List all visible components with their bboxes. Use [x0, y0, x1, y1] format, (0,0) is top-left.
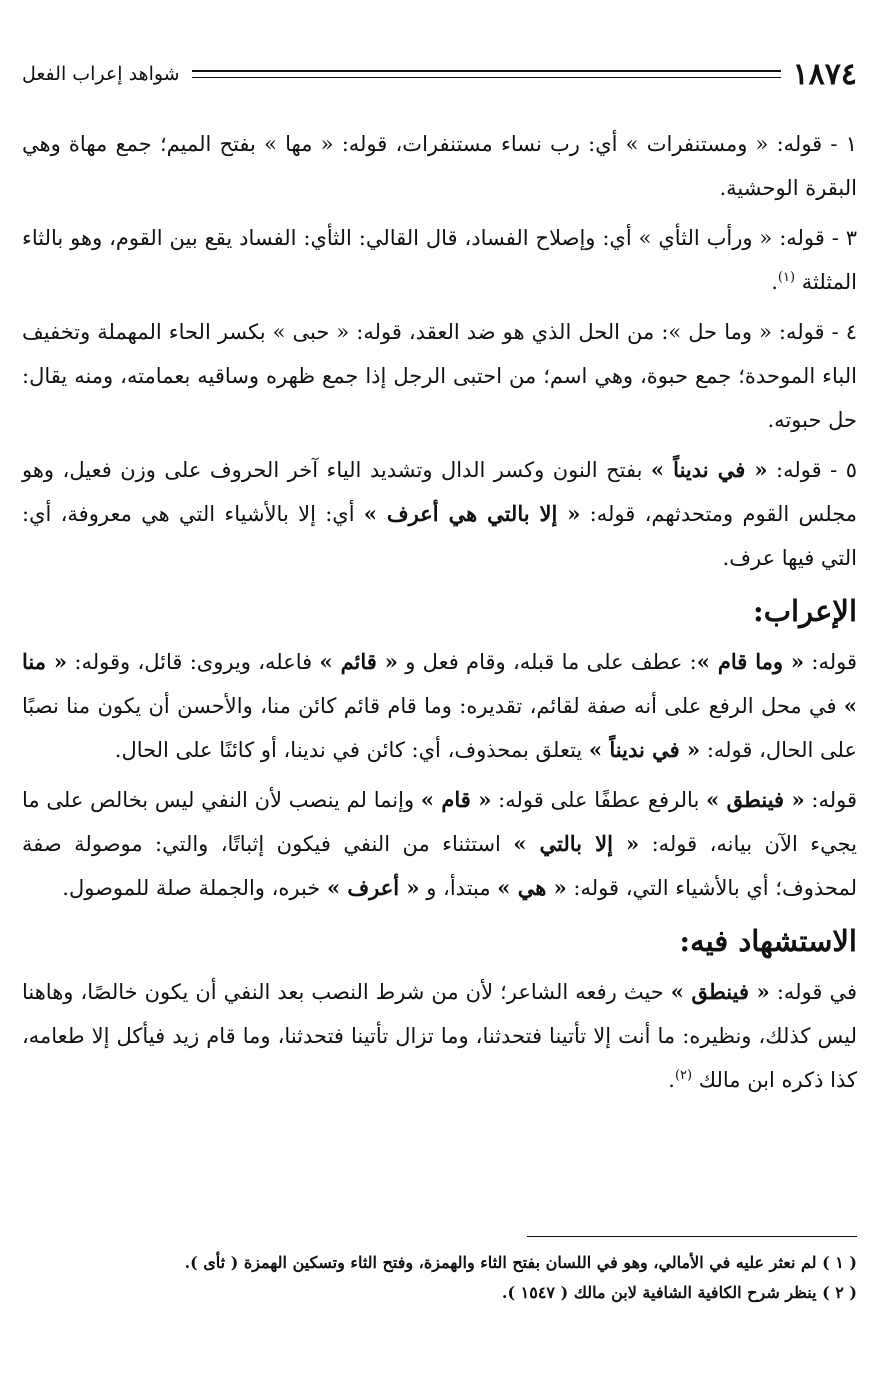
irab-text: بالرفع عطفًا على قوله:	[491, 788, 707, 812]
istishhad-paragraph	[22, 970, 857, 1102]
istishhad-text: في قوله:	[769, 980, 857, 1004]
quoted-term: « منا »	[22, 649, 857, 718]
footnote-ref-2[interactable]: (٢)	[674, 1068, 693, 1083]
note-4-text: ٤ - قوله: « وما حل »: من الحل الذي هو ضد العقد، قوله: « حبى » بكسر الحاء المهملة وتخفيف الباء الموحدة؛ جمع حبوة، وهي اسم؛ من احتبى الرجل إذا جمع ظهره وساقيه بعمامته، ومنه يقال: حل حبوته.	[22, 320, 857, 432]
quoted-term: « أعرف »	[326, 875, 420, 900]
istishhad-text: حيث رفعه الشاعر؛ لأن من شرط النصب بعد النفي أن يكون خالصًا، وهاهنا ليس كذلك، ونظيره: ما أنت إلا تأتينا فتحدثنا، وما تزال تأتينا فتحدثنا، وما قام زيد فيأكل إلا طعامه، كذا ذكره ابن مالك	[22, 980, 857, 1092]
quoted-term: « فينطق »	[670, 979, 770, 1004]
note-4	[22, 310, 857, 442]
quoted-term: « في نديناً »	[650, 457, 768, 482]
irab-text: فاعله، ويروى: قائل، وقوله:	[67, 650, 320, 674]
main-text	[22, 122, 857, 1108]
note-1	[22, 122, 857, 210]
irab-text: : عطف على ما قبله، وقام فعل و	[397, 650, 697, 674]
irab-text: خبره، والجملة صلة للموصول.	[62, 876, 327, 900]
running-title: شواهد إعراب الفعل	[22, 63, 180, 85]
footnote-1: ( ١ ) لم نعثر عليه في الأمالي، وهو في اللسان بفتح الثاء والهمزة، وفتح الثاء وتسكين الهمزة ( ثأى ).	[184, 1253, 857, 1272]
header-rule	[192, 70, 781, 78]
note-5-text: بفتح النون وكسر الدال وتشديد الياء آخر الحروف على وزن فعيل، وهو مجلس القوم ومتحدثهم، قوله:	[22, 458, 858, 526]
quoted-term: « إلا بالتي »	[513, 831, 640, 856]
note-5-text: أي: إلا بالأشياء التي هي معروفة، أي: التي فيها عرف.	[22, 502, 857, 570]
irab-heading: الإعراب:	[753, 594, 857, 628]
footnotes	[22, 1248, 857, 1308]
note-1-text: ١ - قوله: « ومستنفرات » أي: رب نساء مستنفرات، قوله: « مها » بفتح الميم؛ جمع مهاة وهي البقرة الوحشية.	[22, 132, 857, 200]
istishhad-end: .	[668, 1068, 675, 1092]
quoted-term: « فينطق »	[706, 787, 805, 812]
irab-text: يتعلق بمحذوف، أي: كائن في ندينا، أو كائنًا على الحال.	[114, 738, 589, 762]
note-5-lead: ٥ - قوله:	[767, 458, 857, 482]
irab-text: قوله:	[804, 788, 858, 812]
footnote-separator	[527, 1236, 857, 1237]
irab-text: في محل الرفع على أنه صفة لقائم، تقديره: وما قام قائم كائن منا، والأحسن أن يكون منا نصبًا على الحال، قوله:	[22, 694, 857, 762]
irab-text: استثناء من النفي فيكون إثباتًا، والتي: موصولة صفة لمحذوف؛ أي بالأشياء التي، قوله:	[22, 832, 857, 900]
page-number: ١٨٧٤	[792, 56, 857, 92]
istishhad-heading: الاستشهاد فيه:	[679, 924, 857, 958]
footnote-ref-1[interactable]: (١)	[777, 270, 796, 285]
page-header	[22, 54, 857, 94]
quoted-term: « إلا بالتي هي أعرف »	[363, 501, 581, 526]
note-5	[22, 448, 857, 580]
note-3-text: ٣ - قوله: « ورأب الثأي » أي: وإصلاح الفساد، قال القالي: الثأي: الفساد يقع بين القوم، وهو بالثاء المثلثة	[22, 226, 857, 294]
irab-paragraph-1	[22, 640, 857, 772]
quoted-term: « هي »	[497, 875, 567, 900]
quoted-term: « قام »	[420, 787, 492, 812]
irab-text: وإنما لم ينصب لأن النفي ليس بخالص على ما يجيء الآن بيانه، قوله:	[22, 788, 857, 856]
quoted-term: « وما قام »	[696, 649, 805, 674]
quoted-term: « قائم »	[319, 649, 398, 674]
irab-paragraph-2	[22, 778, 857, 910]
note-3	[22, 216, 857, 304]
quoted-term: « في نديناً »	[588, 737, 701, 762]
irab-text: قوله:	[804, 650, 857, 674]
note-3-end: .	[771, 270, 778, 294]
irab-text: مبتدأ، و	[419, 876, 498, 900]
footnote-2: ( ٢ ) ينظر شرح الكافية الشافية لابن مالك ( ١٥٤٧ ).	[501, 1283, 857, 1302]
